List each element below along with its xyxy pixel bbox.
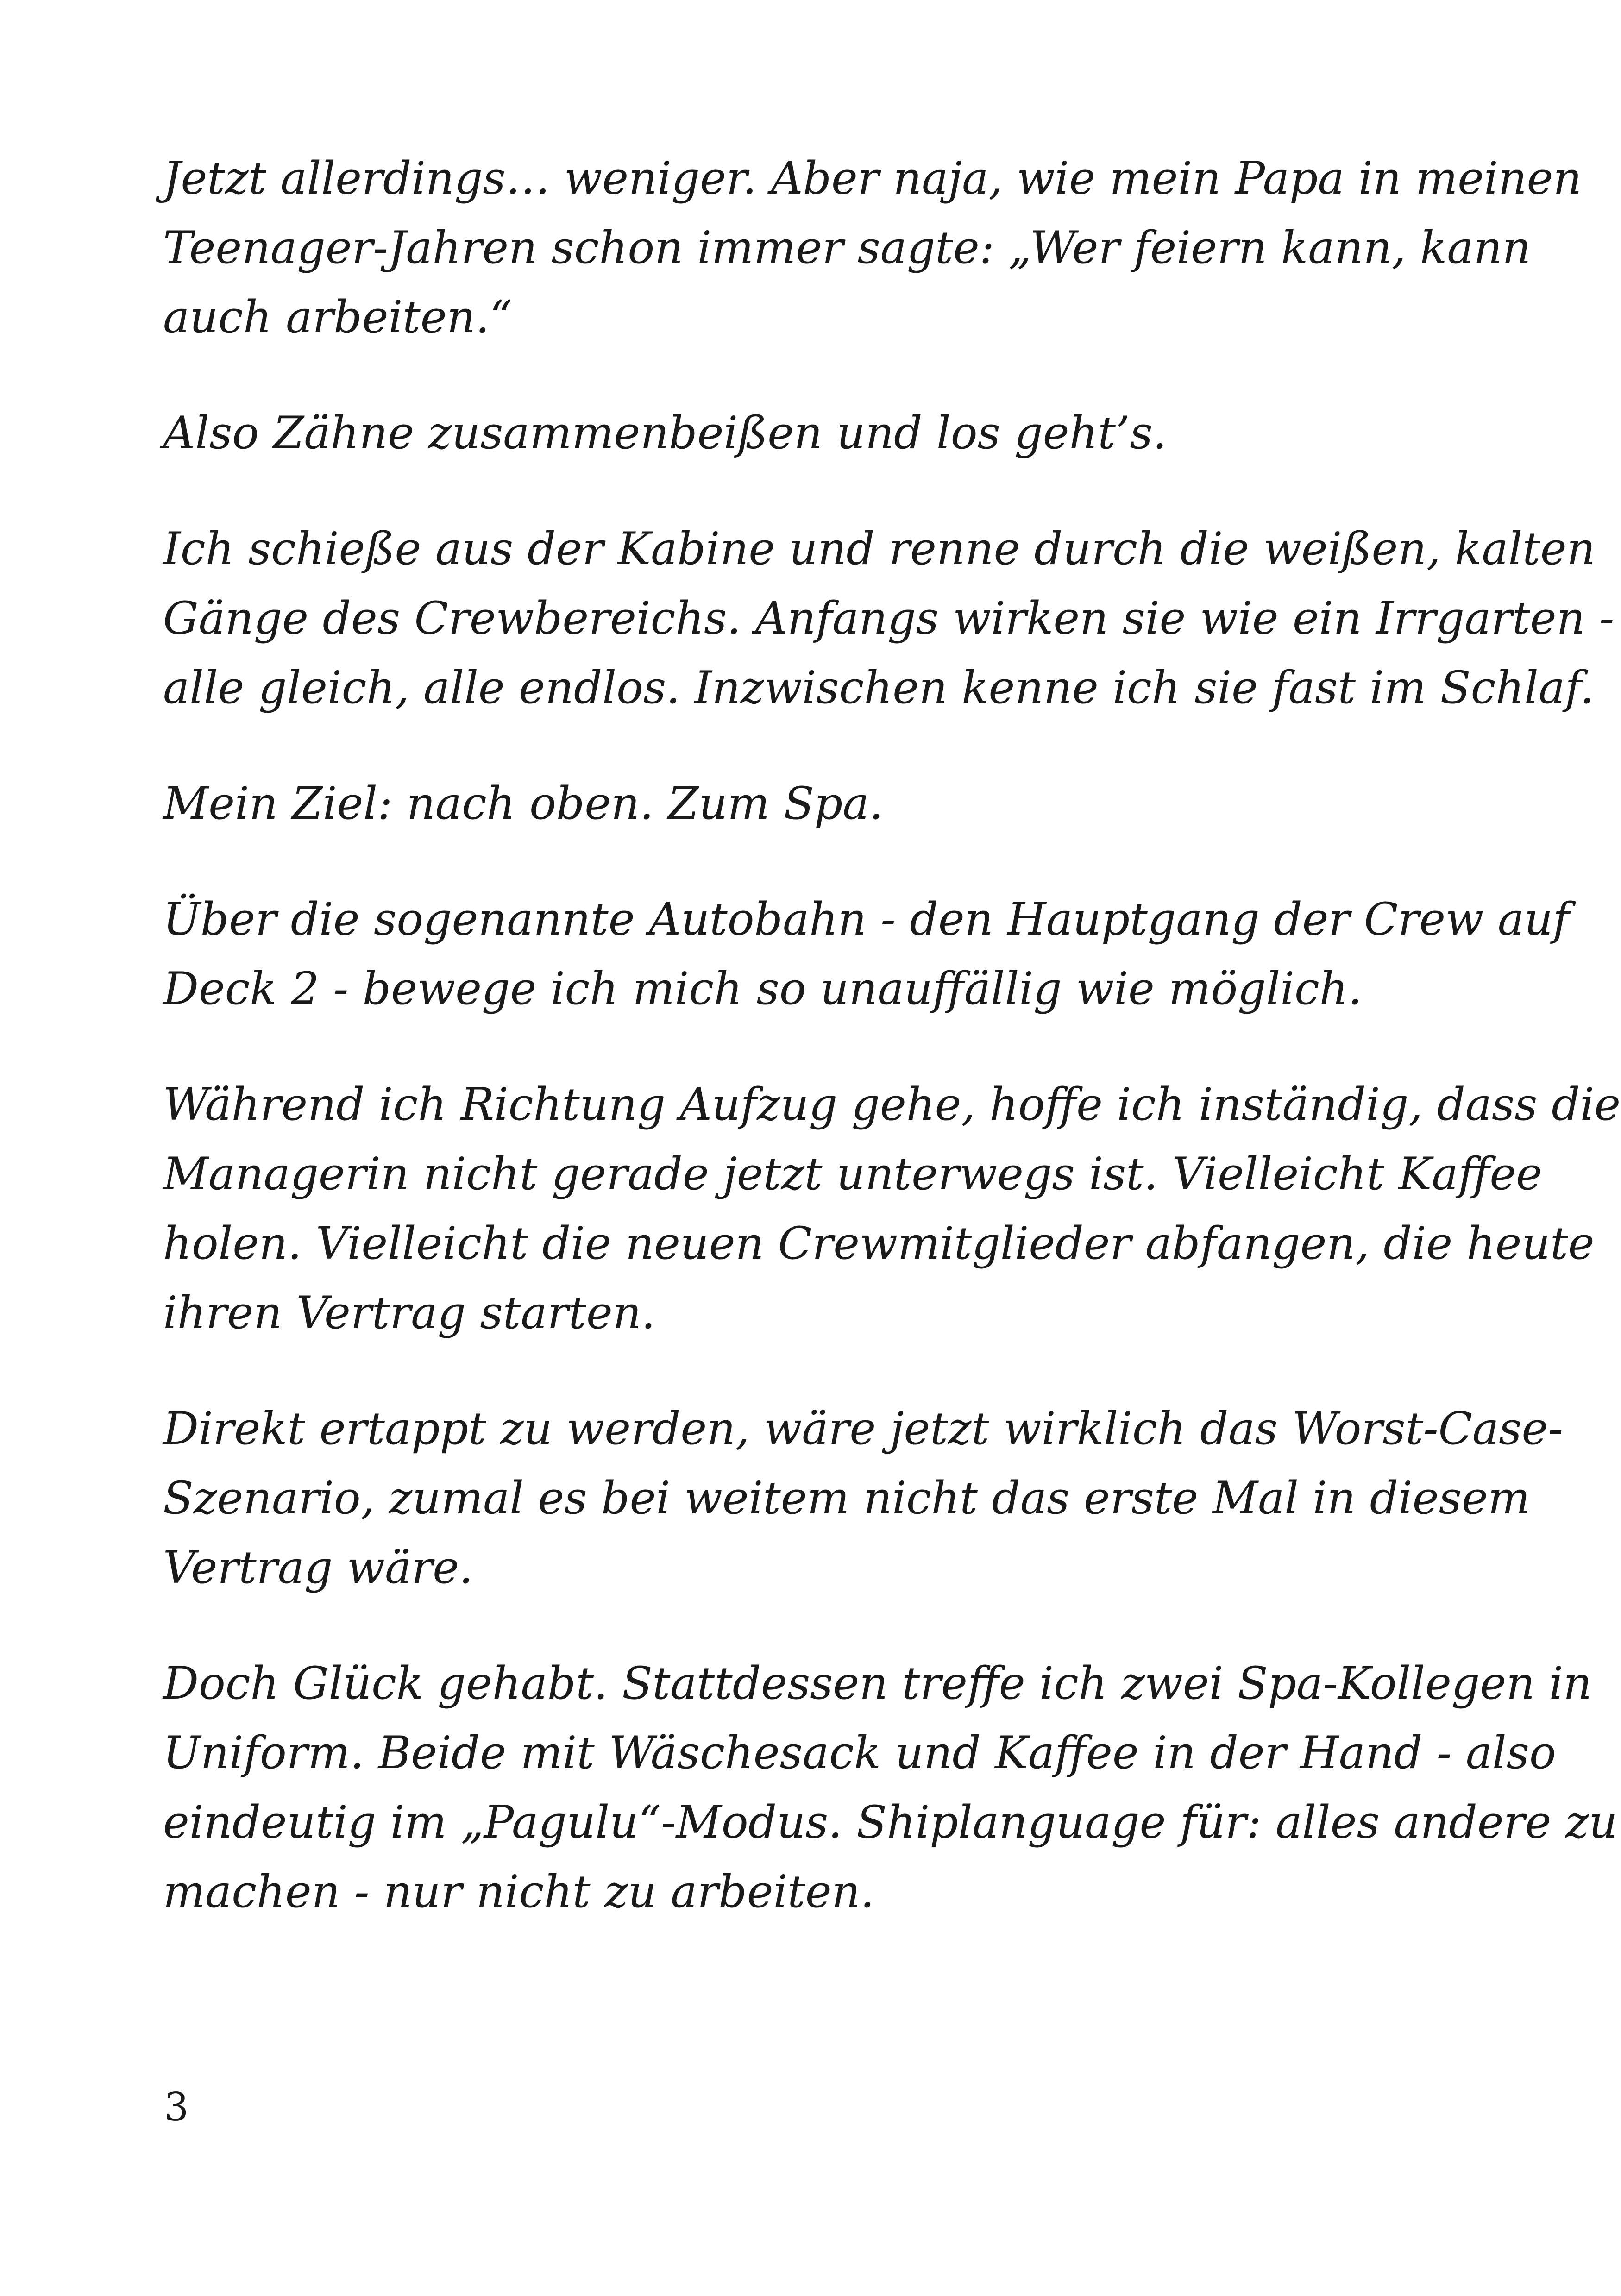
text-line: Mein Ziel: nach oben. Zum Spa. bbox=[163, 778, 884, 829]
text-line: Gänge des Crewbereichs. Anfangs wirken sie wie ein Irrgarten - bbox=[163, 592, 1615, 644]
text-line: Doch Glück gehabt. Stattdessen treffe ich zwei Spa-Kollegen in bbox=[163, 1657, 1592, 1709]
paragraph bbox=[163, 1649, 1618, 1926]
paragraph bbox=[163, 885, 1570, 1023]
text-line: machen - nur nicht zu arbeiten. bbox=[163, 1866, 874, 1918]
text-line: Uniform. Beide mit Wäschesack und Kaffee in der Hand - also bbox=[163, 1727, 1556, 1779]
text-line: Vertrag wäre. bbox=[163, 1542, 473, 1593]
paragraph bbox=[163, 1070, 1621, 1348]
paragraph bbox=[163, 514, 1615, 722]
paragraph bbox=[163, 769, 1483, 838]
text-line: eindeutig im „Pagulu“-Modus. Shiplanguage für: alles andere zu bbox=[163, 1796, 1618, 1848]
text-line: ihren Vertrag starten. bbox=[163, 1287, 656, 1339]
text-line: Während ich Richtung Aufzug gehe, hoffe ich inständig, dass die bbox=[163, 1079, 1621, 1130]
text-line: Also Zähne zusammenbeißen und los geht’s. bbox=[163, 407, 1167, 459]
text-line: Über die sogenannte Autobahn - den Hauptgang der Crew auf bbox=[163, 893, 1570, 945]
text-line: auch arbeiten.“ bbox=[163, 291, 513, 343]
paragraph bbox=[163, 144, 1582, 352]
paragraph bbox=[163, 1394, 1563, 1602]
text-line: holen. Vielleicht die neuen Crewmitglieder abfangen, die heute bbox=[163, 1217, 1595, 1269]
text-line: alle gleich, alle endlos. Inzwischen kenne ich sie fast im Schlaf. bbox=[163, 662, 1594, 714]
text-line: Managerin nicht gerade jetzt unterwegs ist. Vielleicht Kaffee bbox=[163, 1148, 1543, 1200]
text-line: Direkt ertappt zu werden, wäre jetzt wirklich das Worst-Case- bbox=[163, 1403, 1563, 1455]
paragraph bbox=[163, 398, 1483, 468]
body-text bbox=[163, 144, 1621, 1973]
text-line: Deck 2 - bewege ich mich so unauffällig wie möglich. bbox=[163, 963, 1363, 1015]
text-line: Jetzt allerdings… weniger. Aber naja, wie mein Papa in meinen bbox=[163, 152, 1582, 204]
text-line: Ich schieße aus der Kabine und renne durch die weißen, kalten bbox=[163, 523, 1596, 575]
page-number: 3 bbox=[164, 2084, 189, 2130]
text-line: Szenario, zumal es bei weitem nicht das erste Mal in diesem bbox=[163, 1472, 1530, 1524]
text-line: Teenager-Jahren schon immer sagte: „Wer feiern kann, kann bbox=[163, 222, 1531, 274]
